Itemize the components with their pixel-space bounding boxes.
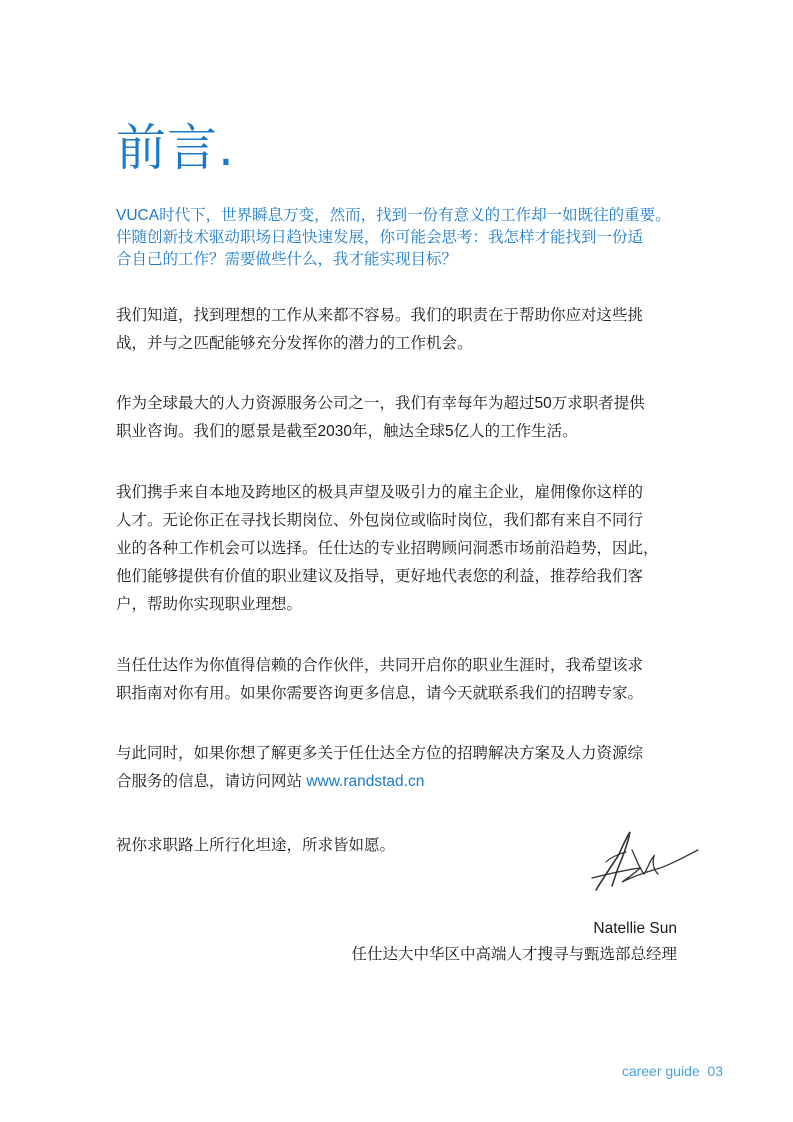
paragraph-line	[116, 768, 686, 796]
paragraph-line: 我们携手来自本地及跨地区的极具声望及吸引力的雇主企业，雇佣像你这样的	[116, 484, 644, 501]
body-paragraph-1	[116, 302, 686, 358]
body-paragraph-3	[116, 479, 686, 619]
paragraph-line: 当任仕达作为你值得信赖的合作伙伴，共同开启你的职业生涯时，我希望该求	[116, 657, 644, 674]
handwritten-signature	[588, 828, 700, 898]
closing-line: 祝你求职路上所行化坦途，所求皆如愿。	[116, 837, 396, 854]
intro-line: 合自己的工作？需要做些什么，我才能实现目标？	[116, 251, 458, 268]
paragraph-line: 职业咨询。我们的愿景是截至2030年，触达全球5亿人的工作生活。	[116, 423, 578, 440]
footer-label: career guide	[621, 1063, 700, 1079]
intro-line: VUCA时代下，世界瞬息万变，然而，找到一份有意义的工作却一如既往的重要。	[116, 207, 671, 224]
body-paragraph-2	[116, 390, 686, 446]
signatory-name: Natellie Sun	[593, 920, 677, 937]
paragraph-line: 与此同时，如果你想了解更多关于任仕达全方位的招聘解决方案及人力资源综	[116, 745, 644, 762]
paragraph-line: 业的各种工作机会可以选择。任仕达的专业招聘顾问洞悉市场前沿趋势，因此，	[116, 540, 659, 557]
website-paragraph	[116, 740, 686, 796]
paragraph-line: 作为全球最大的人力资源服务公司之一，我们有幸每年为超过50万求职者提供	[116, 395, 645, 412]
intro-line: 伴随创新技术驱动职场日趋快速发展，你可能会思考：我怎样才能找到一份适	[116, 229, 644, 246]
paragraph-line: 职指南对你有用。如果你需要咨询更多信息，请今天就联系我们的招聘专家。	[116, 685, 644, 702]
intro-paragraph	[116, 205, 681, 271]
paragraph-line: 他们能够提供有价值的职业建议及指导，更好地代表您的利益，推荐给我们客	[116, 568, 644, 585]
paragraph-line: 人才。无论你正在寻找长期岗位、外包岗位或临时岗位，我们都有来自不同行	[116, 512, 644, 529]
website-prefix: 合服务的信息，请访问网站	[116, 773, 307, 790]
paragraph-line: 战，并与之匹配能够充分发挥你的潜力的工作机会。	[116, 335, 473, 352]
page-number: 03	[707, 1063, 723, 1079]
page-footer	[622, 1063, 723, 1079]
website-link[interactable]: www.randstad.cn	[306, 773, 425, 790]
signatory-position: 任仕达大中华区中高端人才搜寻与甄选部总经理	[351, 946, 677, 963]
paragraph-line: 我们知道，找到理想的工作从来都不容易。我们的职责在于帮助你应对这些挑	[116, 307, 644, 324]
body-paragraph-4	[116, 652, 686, 708]
paragraph-line: 户，帮助你实现职业理想。	[116, 596, 303, 613]
page-title: 前言.	[116, 119, 235, 177]
